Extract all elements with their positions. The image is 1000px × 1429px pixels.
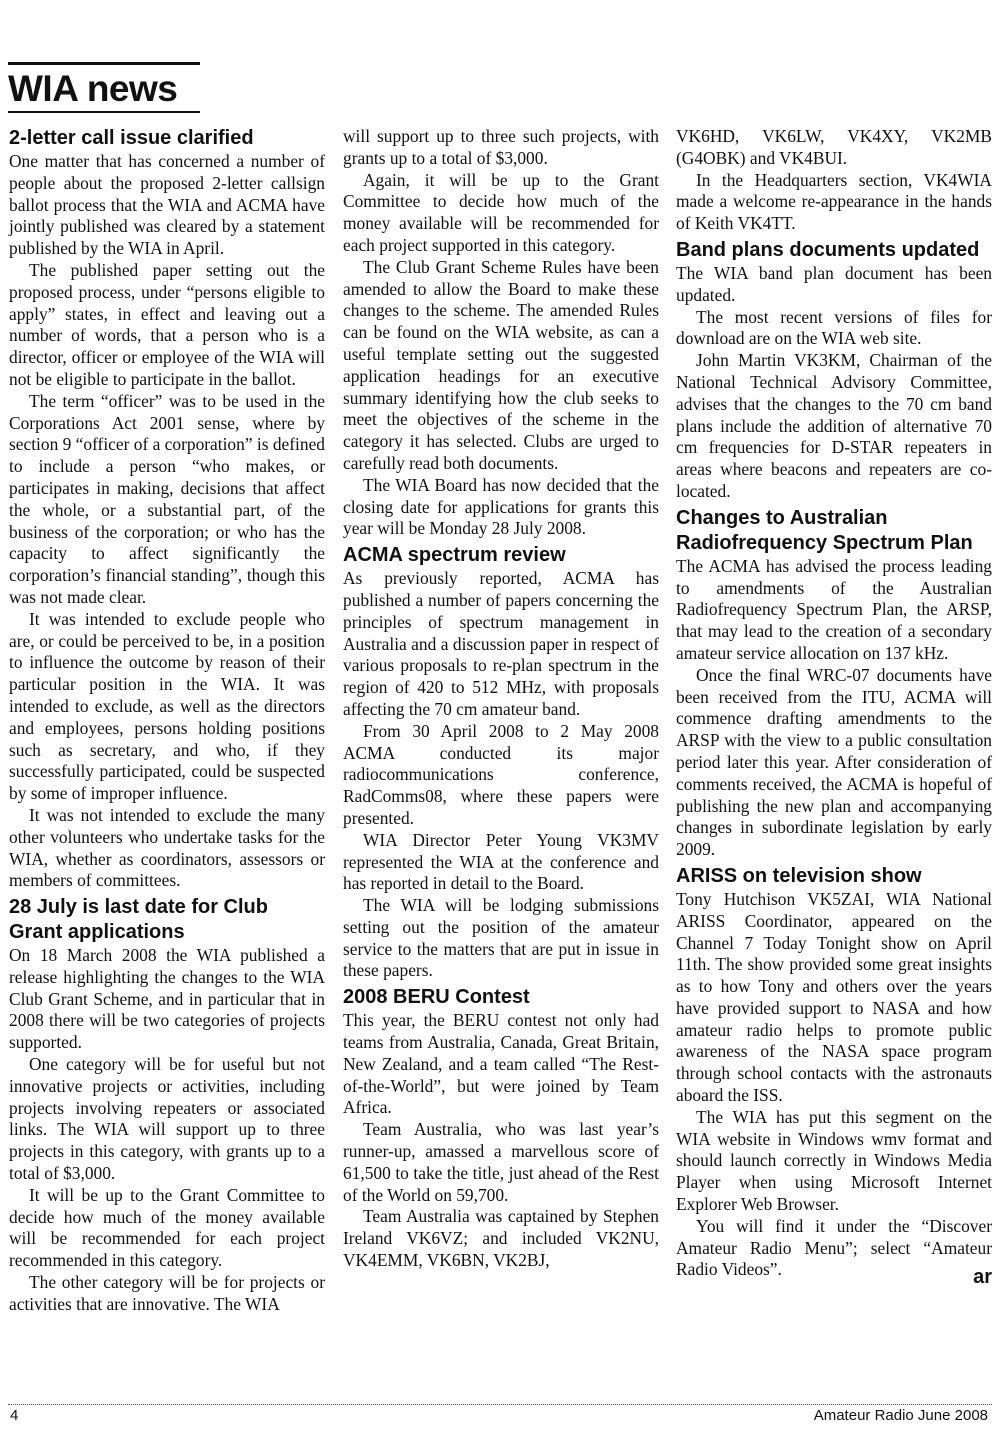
article-paragraph: The WIA Board has now decided that the closing date for applications for grants this year will be Monday 28 July 2008. (343, 474, 659, 539)
article-paragraph: The ACMA has advised the process leading to amendments of the Australian Radiofrequency Spectrum Plan, the ARSP, that may lead to the creation of a secondary amateur service allocation on 137 kHz. (676, 555, 992, 663)
footer-rule (8, 1404, 992, 1405)
article-paragraph: The Club Grant Scheme Rules have been amended to allow the Board to make these changes to the scheme. The amended Rules can be found on the WIA website, as can a useful template setting out the suggested application headings for an executive summary identifying how the club seeks to meet the objectives of the scheme in the category it has selected. Clubs are urged to carefully read both documents. (343, 256, 659, 473)
column-1 (9, 126, 325, 1316)
masthead (8, 62, 200, 113)
publication-footer: Amateur Radio June 2008 (813, 1407, 988, 1424)
article-paragraph: One matter that has concerned a number of people about the proposed 2-letter callsign ballot process that the WIA and ACMA have jointly published was cleared by a statement published by the WIA in April. (9, 151, 325, 259)
article-paragraph: The WIA has put this segment on the WIA website in Windows wmv format and should launch correctly in Windows Media Player when using Microsoft Internet Explorer Web Browser. (676, 1106, 992, 1215)
article-paragraph: Once the final WRC-07 documents have been received from the ITU, ACMA will commence drafting amendments to the ARSP with the view to a public consultation period later this year. After consideration of comments received, the ACMA is hopeful of publishing the new plan and accompanying changes in subordinate legislation by early 2009. (676, 664, 992, 860)
masthead-bottom-rule (8, 111, 200, 113)
article-paragraph: In the Headquarters section, VK4WIA made a welcome re-appearance in the hands of Keith VK4TT. (676, 169, 992, 234)
page-number: 4 (10, 1407, 19, 1424)
article-paragraph: It was intended to exclude people who are, or could be perceived to be, in a position to influence the outcome by reason of their particular position in the WIA. It was intended to exclude, as well as the directors and employees, persons holding positions such as secretary, and who, if they successfully participated, could be suspected by some of improper influence. (9, 608, 325, 804)
article-paragraph: The term “officer” was to be used in the Corporations Act 2001 sense, where by section 9 “officer of a corporation” is defined to include a person “who makes, or participates in making, decisions that affect the whole, or a substantial part, of the business of the corporation; or who has the capacity to affect significantly the corporation’s financial standing”, though this was not made clear. (9, 390, 325, 607)
article-paragraph: Team Australia was captained by Stephen Ireland VK6VZ; and included VK2NU, VK4EMM, VK6BN, VK2BJ, (343, 1206, 659, 1271)
article-paragraph: The other category will be for projects or activities that are innovative. The WIA (9, 1272, 325, 1314)
article-paragraph: The most recent versions of files for download are on the WIA web site. (676, 306, 992, 349)
article-paragraph: John Martin VK3KM, Chairman of the National Technical Advisory Committee, advises that the changes to the 70 cm band plans include the addition of alternative 70 cm frequencies for D-STAR repeaters in areas where beacons and repeaters are co-located. (676, 350, 992, 501)
end-mark: ar (973, 1266, 992, 1289)
article-paragraph: It was not intended to exclude the many other volunteers who undertake tasks for the WIA, whether as coordinators, assessors or members of committees. (9, 804, 325, 891)
article-paragraph: It will be up to the Grant Committee to decide how much of the money available will be recommended for each project recommended in this category. (9, 1184, 325, 1271)
article-paragraph: The WIA will be lodging submissions setting out the position of the amateur service to the matters that are put in issue in these papers. (343, 895, 659, 981)
article-paragraph: You will find it under the “Discover Amateur Radio Menu”; select “Amateur Radio Videos”. (676, 1215, 992, 1280)
column-2 (343, 126, 659, 1272)
column-3 (676, 126, 992, 1289)
article-heading-beru: 2008 BERU Contest (343, 986, 530, 1009)
article-paragraph: As previously reported, ACMA has published a number of papers concerning the principles of spectrum management in Australia and a discussion paper in respect of various proposals to re-plan spectrum in the region of 420 to 512 MHz, with proposals affecting the 70 cm amateur band. (343, 568, 659, 719)
article-heading-ariss: ARISS on television show (676, 864, 922, 887)
article-paragraph: WIA Director Peter Young VK3MV represented the WIA at the conference and has reported in detail to the Board. (343, 829, 659, 894)
article-heading-arsp: Changes to Australian Radiofrequency Spectrum Plan (676, 506, 973, 554)
section-title: WIA news (8, 68, 178, 109)
article-paragraph: Tony Hutchison VK5ZAI, WIA National ARISS Coordinator, appeared on the Channel 7 Today Tonight show on April 11th. The show provided some great insights as to how Tony and others over the years have provided support to NASA and how amateur radio helps to promote public awareness of the NASA space program through school contacts with the astronauts aboard the ISS. (676, 888, 992, 1106)
article-heading-acma: ACMA spectrum review (343, 544, 566, 567)
article-paragraph: Team Australia, who was last year’s runner-up, amassed a marvellous score of 61,500 to take the title, just ahead of the Rest of the World on 59,700. (343, 1119, 659, 1205)
article-heading-call: 2-letter call issue clarified (9, 127, 254, 149)
article-paragraph: One category will be for useful but not innovative projects or activities, including projects involving repeaters or associated links. The WIA will support up to three projects in this category, with grants up to a total of $3,000. (9, 1054, 325, 1184)
article-paragraph: The published paper setting out the proposed process, under “persons eligible to apply” states, in effect and leaving out a number of words, that a person who is a director, officer or employee of the WIA will not be eligible to participate in the ballot. (9, 259, 325, 389)
article-paragraph: On 18 March 2008 the WIA published a release highlighting the changes to the WIA Club Grant Scheme, and in particular that in 2008 there will be two categories of projects supported. (9, 945, 325, 1053)
article-paragraph: will support up to three such projects, with grants up to a total of $3,000. (343, 126, 659, 168)
article-heading-band: Band plans documents updated (676, 238, 980, 261)
article-paragraph: Again, it will be up to the Grant Committee to decide how much of the money available will be recommended for each project supported in this category. (343, 169, 659, 255)
article-heading-grant: 28 July is last date for Club Grant applications (9, 896, 268, 944)
article-paragraph: The WIA band plan document has been updated. (676, 262, 992, 305)
article-paragraph: VK6HD, VK6LW, VK4XY, VK2MB (G4OBK) and VK4BUI. (676, 126, 992, 168)
article-paragraph: From 30 April 2008 to 2 May 2008 ACMA conducted its major radiocommunications conference, RadComms08, where these papers were presented. (343, 720, 659, 828)
article-paragraph: This year, the BERU contest not only had teams from Australia, Canada, Great Britain, New Zealand, and a team called “The Rest-of-the-World”, but were joined by Team Africa. (343, 1010, 659, 1118)
masthead-top-rule (8, 62, 200, 65)
